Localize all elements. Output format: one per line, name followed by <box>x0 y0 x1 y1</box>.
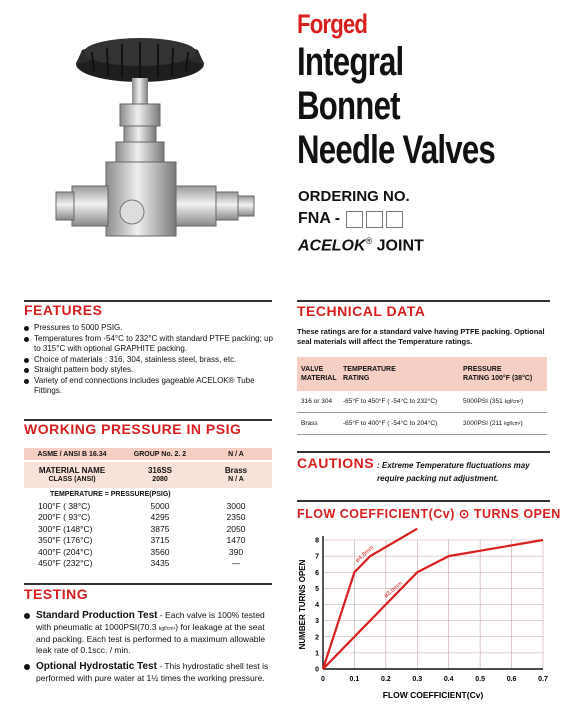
temp-rating-cell: -65°F to 450°F ( -54°C to 232°C) <box>343 398 438 405</box>
title-needle-valves: Needle Valves <box>297 128 496 172</box>
table-row <box>24 535 272 547</box>
series-label: ø3.0mm <box>383 580 405 600</box>
ss-cell: 3715 <box>150 535 170 546</box>
brass-cell: 390 <box>228 546 244 557</box>
standard-test-title: Standard Production Test <box>36 610 158 621</box>
brass-cell: 2350 <box>226 512 246 523</box>
x-tick-label: 0 <box>321 676 325 683</box>
y-tick-label: 0 <box>315 666 319 674</box>
temp-cell: 300°F (148°C) <box>38 523 93 534</box>
cautions-rule <box>297 451 550 453</box>
x-axis-label: FLOW COEFFICIENT(Cv) <box>382 690 484 700</box>
pressure-value: 3000PSI (211 <box>463 420 505 427</box>
temperature-pressure-header: TEMPERATURE = PRESSURE(PSIG) <box>50 491 171 498</box>
unit-label: kgf/cm² <box>504 421 521 427</box>
pressure-rating-cell <box>463 420 547 427</box>
list-item: Straight pattern body styles. <box>24 365 279 376</box>
brass-cell: 1470 <box>226 535 246 546</box>
table-header-row <box>24 448 272 460</box>
unit-label: kgf/cm² <box>158 625 176 632</box>
na-label: N / A <box>228 450 244 458</box>
testing-rule <box>24 583 272 585</box>
features-list <box>24 323 279 397</box>
class-label: CLASS (ANSI) <box>48 476 96 483</box>
title-integral: Integral <box>297 40 404 84</box>
list-item: Pressures to 5000 PSIG. <box>24 323 279 334</box>
x-tick-label: 0.2 <box>380 676 391 683</box>
group-label: GROUP No. 2. 2 <box>133 450 187 458</box>
col-pressure: PRESSURE <box>463 366 502 373</box>
order-code-box <box>346 211 363 228</box>
ordering-number <box>298 210 406 228</box>
table-row <box>297 413 547 435</box>
bullet-icon <box>24 664 30 670</box>
temp-cell: 350°F (176°C) <box>38 535 93 546</box>
acelok-brand: ACELOK <box>298 237 366 255</box>
table-row <box>24 500 272 512</box>
material-row <box>24 462 272 488</box>
working-pressure-heading: WORKING PRESSURE IN PSIG <box>24 421 242 437</box>
brass-cell: — <box>231 558 241 569</box>
acelok-joint <box>298 236 424 255</box>
table-row <box>24 546 272 558</box>
table-row <box>24 558 272 570</box>
col-pressure-rating: RATING 100°F (38°C) <box>463 375 533 382</box>
x-tick-label: 0.5 <box>475 676 486 683</box>
material-cell: Brass <box>301 420 318 427</box>
table-header-row <box>297 357 547 391</box>
list-item: Temperatures from -54°C to 232°C with standard PTFE packing; up to 315°C with optional GRAPHITE packing. <box>24 334 279 355</box>
standard-test-text-cont: ) for leakage at the seat and packing. Each test is performed to a maximum allowable leak rate of 0.1scc. / min. <box>36 621 266 655</box>
chart-rule <box>297 500 550 502</box>
y-axis-label: NUMBER TURNS OPEN <box>298 559 307 650</box>
temp-cell: 450°F (232°C) <box>38 558 93 569</box>
ordering-label: ORDERING NO. <box>298 188 410 205</box>
unit-label: kgf/cm² <box>504 399 521 405</box>
standard-test-text: - Each valve is 100% tested with pneumatic at 1000PSI(70.3 <box>36 610 265 632</box>
features-heading: FEATURES <box>24 302 103 318</box>
y-tick-label: 3 <box>315 618 319 626</box>
title-bonnet: Bonnet <box>297 84 400 128</box>
y-tick-label: 5 <box>315 585 319 593</box>
chart-title: FLOW COEFFICIENT(Cv) ⊙ TURNS OPEN <box>297 507 561 521</box>
paren: ) <box>520 420 523 427</box>
registered-mark: ® <box>365 236 373 246</box>
temp-cell: 100°F ( 38°C) <box>38 500 91 511</box>
temp-rating-cell: -65°F to 400°F ( -54°C to 204°C) <box>343 420 438 427</box>
x-tick-label: 0.6 <box>506 676 517 683</box>
x-tick-label: 0.7 <box>538 676 548 683</box>
y-tick-label: 7 <box>315 553 319 561</box>
x-tick-label: 0.1 <box>349 676 360 683</box>
hydrostatic-test-paragraph <box>24 661 279 683</box>
hydrostatic-test-title: Optional Hydrostatic Test <box>36 661 157 672</box>
ss-cell: 4295 <box>150 512 170 523</box>
y-tick-label: 6 <box>315 569 319 577</box>
ss-cell: 5000 <box>150 500 170 511</box>
y-tick-label: 4 <box>315 602 319 609</box>
table-row <box>24 523 272 535</box>
ordering-prefix: FNA - <box>298 210 341 227</box>
order-code-box <box>386 211 403 228</box>
title-forged: Forged <box>297 9 368 39</box>
y-tick-label: 1 <box>315 650 319 658</box>
technical-intro: These ratings are for a standard valve having PTFE packing. Optional seal materials will affect the Temperature ratings. <box>297 327 545 346</box>
standard-test-paragraph <box>24 610 279 655</box>
temp-cell: 200°F ( 93°C) <box>38 512 91 523</box>
paren: ) <box>520 398 524 405</box>
technical-data-table <box>297 357 547 435</box>
cautions-heading: CAUTIONS <box>297 455 375 471</box>
pressure-rating-cell <box>463 398 547 405</box>
table-row <box>24 512 272 524</box>
brass-cell: 3000 <box>226 500 246 511</box>
technical-data-rule <box>297 300 550 302</box>
material-brass: Brass <box>224 466 248 475</box>
flow-coefficient-chart <box>293 524 559 702</box>
table-row <box>297 391 547 413</box>
material-316ss-class: 2080 <box>152 476 168 483</box>
brass-cell: 2050 <box>226 523 246 534</box>
technical-data-heading: TECHNICAL DATA <box>297 303 426 319</box>
x-tick-label: 0.4 <box>443 676 454 683</box>
testing-heading: TESTING <box>24 586 89 602</box>
bullet-icon <box>24 613 30 619</box>
pressure-value: 5000PSI (351 <box>463 398 505 405</box>
list-item: Choice of materials : 316, 304, stainless steel, brass, etc. <box>24 355 279 366</box>
ss-cell: 3560 <box>150 546 170 557</box>
series-label: ø4.8mm <box>354 544 376 565</box>
material-cell: 316 or 304 <box>301 398 333 405</box>
ss-cell: 3875 <box>150 523 170 534</box>
y-tick-label: 2 <box>315 634 319 642</box>
hydrostatic-test-text: - This hydrostatic shell test is performed with pure water at 1½ times the working pressure. <box>36 661 269 683</box>
temp-cell: 400°F (204°C) <box>38 546 93 557</box>
ss-cell: 3435 <box>150 558 170 569</box>
col-valve: VALVE <box>301 366 324 373</box>
joint-label: JOINT <box>376 237 424 255</box>
cautions-note: : Extreme Temperature fluctuations may require packing nut adjustment. <box>377 461 530 483</box>
col-rating: RATING <box>343 375 370 382</box>
standard-label: ASME / ANSI B 16.34 <box>37 450 107 458</box>
order-code-box <box>366 211 383 228</box>
material-316ss: 316SS <box>147 466 173 475</box>
material-brass-class: N / A <box>228 476 244 483</box>
product-title <box>297 8 562 172</box>
material-name-label: MATERIAL NAME <box>38 466 106 475</box>
x-tick-label: 0.3 <box>412 676 423 683</box>
needle-valve-image <box>52 20 262 260</box>
list-item: Variety of end connections includes gageable ACELOK® Tube Fittings. <box>24 376 279 397</box>
working-pressure-table <box>24 448 272 569</box>
col-material: MATERIAL <box>301 375 337 382</box>
col-temperature: TEMPERATURE <box>343 366 396 373</box>
features-rule <box>24 300 272 302</box>
y-tick-label: 8 <box>315 537 319 545</box>
